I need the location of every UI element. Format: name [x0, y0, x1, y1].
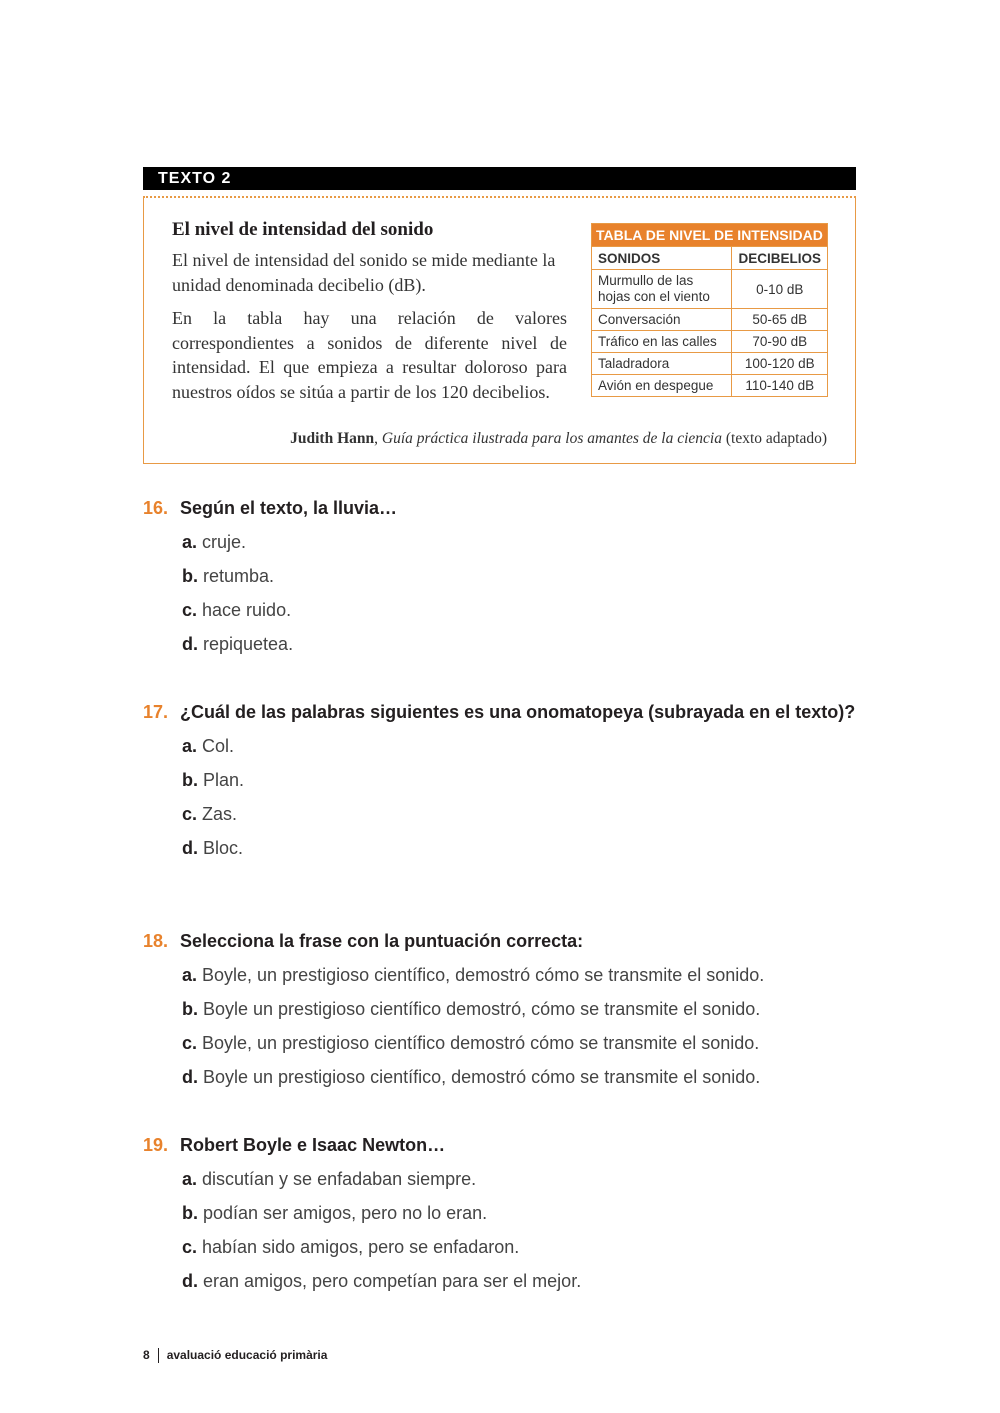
option-c[interactable] [182, 1026, 856, 1060]
options-list [143, 525, 856, 661]
option-letter: d. [182, 838, 198, 858]
options-list [143, 958, 856, 1094]
option-text: Plan. [203, 770, 245, 790]
option-b[interactable] [182, 763, 856, 797]
option-d[interactable] [182, 627, 856, 661]
table-row [592, 270, 828, 309]
option-b[interactable] [182, 992, 856, 1026]
page-footer [143, 1348, 327, 1363]
option-text: cruje. [202, 532, 247, 552]
option-text: Boyle un prestigioso científico demostró, cómo se transmite el sonido. [203, 999, 761, 1019]
question-heading [143, 496, 856, 521]
article-paragraph: En la tabla hay una relación de valores correspondientes a sonidos de diferente nivel de intensidad. El que empieza a resultar doloroso para nuestros oídos se sitúa a partir de los 120 decibelios. [172, 308, 567, 402]
option-text: repiquetea. [203, 634, 294, 654]
question-number: 19. [143, 1135, 169, 1155]
option-text: hace ruido. [202, 600, 292, 620]
source-note: (texto adaptado) [721, 430, 827, 447]
option-a[interactable] [182, 958, 856, 992]
footer-divider [158, 1348, 159, 1363]
source-separator: , [374, 430, 382, 447]
option-d[interactable] [182, 1264, 856, 1298]
option-c[interactable] [182, 1230, 856, 1264]
table-cell-sound: Murmullo de las hojas con el viento [592, 270, 732, 309]
option-letter: d. [182, 634, 198, 654]
table-cell-sound: Conversación [592, 309, 732, 331]
table-row [592, 309, 828, 331]
option-a[interactable] [182, 525, 856, 559]
options-list [143, 729, 856, 865]
question-17 [143, 700, 856, 865]
option-b[interactable] [182, 559, 856, 593]
section-header-label: TEXTO 2 [158, 170, 232, 187]
table-cell-sound: Taladradora [592, 353, 732, 375]
question-text: Según el texto, la lluvia… [180, 498, 398, 518]
text-box [143, 196, 856, 464]
option-text: Zas. [202, 804, 238, 824]
option-letter: d. [182, 1271, 198, 1291]
option-letter: c. [182, 1237, 198, 1257]
option-d[interactable] [182, 1060, 856, 1094]
question-heading [143, 929, 856, 954]
question-19 [143, 1133, 856, 1298]
question-number: 18. [143, 931, 169, 951]
question-16 [143, 496, 856, 661]
option-c[interactable] [182, 797, 856, 831]
table-cell-sound: Tráfico en las calles [592, 331, 732, 353]
option-letter: c. [182, 804, 198, 824]
option-letter: c. [182, 1033, 198, 1053]
question-18 [143, 929, 856, 1094]
article-paragraph: El nivel de intensidad del sonido se mide mediante la unidad denominada decibelio (dB). [172, 250, 556, 295]
question-text: Robert Boyle e Isaac Newton… [180, 1135, 446, 1155]
option-letter: d. [182, 1067, 198, 1087]
question-text: ¿Cuál de las palabras siguientes es una onomatopeya (subrayada en el texto)? [180, 702, 856, 722]
table-row [592, 353, 828, 375]
table-header-sounds: SONIDOS [592, 247, 732, 270]
option-text: eran amigos, pero competían para ser el mejor. [203, 1271, 582, 1291]
option-letter: c. [182, 600, 198, 620]
option-text: Boyle, un prestigioso científico demostró cómo se transmite el sonido. [202, 1033, 760, 1053]
option-text: Boyle, un prestigioso científico, demostró cómo se transmite el sonido. [202, 965, 765, 985]
source-citation [290, 430, 827, 448]
option-text: habían sido amigos, pero se enfadaron. [202, 1237, 520, 1257]
question-heading [143, 700, 856, 725]
table-cell-sound: Avión en despegue [592, 375, 732, 397]
article-title: El nivel de intensidad del sonido [172, 219, 434, 240]
table-cell-db: 0-10 dB [732, 270, 828, 309]
section-header [143, 167, 856, 190]
intensity-table [591, 223, 828, 397]
option-text: discutían y se enfadaban siempre. [202, 1169, 477, 1189]
option-text: Bloc. [203, 838, 244, 858]
option-text: Col. [202, 736, 235, 756]
option-letter: b. [182, 999, 198, 1019]
option-text: retumba. [203, 566, 275, 586]
option-text: podían ser amigos, pero no lo eran. [203, 1203, 488, 1223]
question-heading [143, 1133, 856, 1158]
table-row [592, 375, 828, 397]
table-cell-db: 50-65 dB [732, 309, 828, 331]
option-letter: b. [182, 1203, 198, 1223]
option-c[interactable] [182, 593, 856, 627]
option-a[interactable] [182, 1162, 856, 1196]
option-d[interactable] [182, 831, 856, 865]
option-b[interactable] [182, 1196, 856, 1230]
question-number: 17. [143, 702, 169, 722]
page-number: 8 [143, 1348, 150, 1362]
options-list [143, 1162, 856, 1298]
source-book: Guía práctica ilustrada para los amantes de la ciencia [381, 430, 722, 447]
table-cell-db: 100-120 dB [732, 353, 828, 375]
table-cell-db: 70-90 dB [732, 331, 828, 353]
table-row [592, 331, 828, 353]
question-text: Selecciona la frase con la puntuación correcta: [180, 931, 584, 951]
source-author: Judith Hann [290, 430, 375, 447]
table-header-decibels: DECIBELIOS [732, 247, 828, 270]
option-letter: a. [182, 532, 198, 552]
footer-label: avaluació educació primària [166, 1348, 328, 1362]
option-letter: a. [182, 736, 198, 756]
option-text: Boyle un prestigioso científico, demostró cómo se transmite el sonido. [203, 1067, 761, 1087]
option-letter: a. [182, 1169, 198, 1189]
question-number: 16. [143, 498, 169, 518]
option-letter: b. [182, 770, 198, 790]
table-cell-db: 110-140 dB [732, 375, 828, 397]
option-letter: b. [182, 566, 198, 586]
option-letter: a. [182, 965, 198, 985]
option-a[interactable] [182, 729, 856, 763]
table-caption: TABLA DE NIVEL DE INTENSIDAD [592, 224, 828, 247]
